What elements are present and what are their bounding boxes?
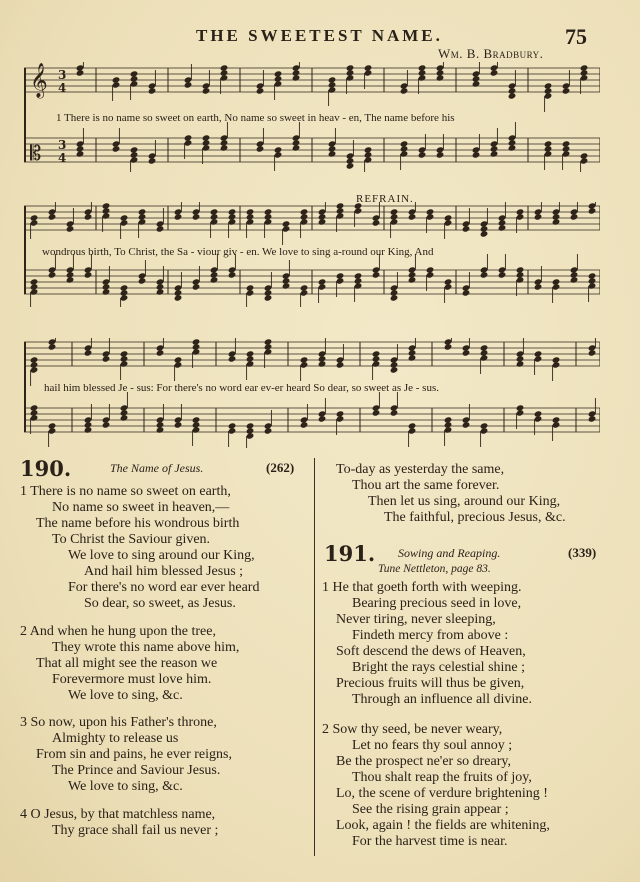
verse-line: That all might see the reason we [36, 656, 218, 671]
verse-line: Thou shalt reap the fruits of joy, [352, 770, 532, 785]
page-number: 75 [565, 24, 587, 49]
verse-line: 2 And when he hung upon the tree, [20, 624, 216, 639]
hymn-tune-title: THE SWEETEST NAME. [196, 26, 443, 45]
hymn-reference: (339) [568, 545, 597, 560]
verse-line: To Christ the Saviour given. [52, 532, 211, 547]
verse-line: Soft descend the dews of Heaven, [336, 644, 526, 659]
verse-line: We love to sing around our King, [68, 548, 255, 563]
verse-line: The name before his wondrous birth [36, 516, 240, 531]
verse-line: 1 He that goeth forth with weeping. [322, 580, 522, 595]
svg-text:3: 3 [58, 138, 67, 152]
verse-line: We love to sing, &c. [68, 688, 183, 703]
music-system-1 [24, 62, 600, 172]
svg-text:𝄡: 𝄡 [30, 141, 42, 165]
hymn-reference: (262) [266, 460, 295, 475]
verse-line: 1 There is no name so sweet on earth, [20, 484, 231, 499]
tune-reference: Tune Nettleton, page 83. [378, 563, 491, 575]
verse-line: Bright the rays celestial shine ; [352, 660, 526, 675]
verse-line: The faithful, precious Jesus, &c. [384, 510, 566, 525]
hymn-number: 191. [324, 541, 376, 566]
column-divider [314, 458, 315, 856]
verse-line: Forevermore must love him. [52, 672, 212, 687]
verse-line: Bearing precious seed in love, [352, 596, 522, 611]
verse-line: Never tiring, never sleeping, [336, 612, 496, 627]
verse-line: Findeth mercy from above : [352, 628, 509, 643]
music-system-3 [24, 338, 600, 448]
svg-text:4: 4 [58, 81, 67, 95]
verse-line: And hail him blessed Jesus ; [84, 564, 244, 579]
hymn-title: Sowing and Reaping. [398, 546, 501, 560]
verse-line: To-day as yesterday the same, [336, 462, 505, 477]
svg-text:4: 4 [58, 151, 67, 165]
verse-line: They wrote this name above him, [52, 640, 240, 655]
verse-line: Be the prospect ne'er so dreary, [336, 754, 511, 769]
verse-line: For there's no word ear ever heard [68, 580, 260, 595]
verse-line: Then let us sing, around our King, [368, 494, 561, 509]
verse-line: Through an influence all divine. [352, 692, 532, 707]
refrain-label: REFRAIN. [356, 193, 414, 205]
verse-line: 3 So now, upon his Father's throne, [20, 715, 217, 730]
verse-line: The Prince and Saviour Jesus. [52, 763, 221, 778]
composer-credit: Wm. B. Bradbury. [438, 46, 544, 61]
lyrics-line: 1 There is no name so sweet on earth, No name so sweet in heav - en, The name before his [56, 112, 455, 124]
verse-line: Let no fears thy soul annoy ; [352, 738, 513, 753]
verse-line: Thy grace shall fail us never ; [52, 823, 219, 838]
svg-text:𝄞: 𝄞 [30, 63, 48, 98]
verse-line: So dear, so sweet, as Jesus. [84, 596, 236, 611]
svg-text:3: 3 [58, 68, 67, 82]
verse-line: Almighty to release us [52, 731, 179, 746]
verse-line: See the rising grain appear ; [352, 802, 509, 817]
verse-line: For the harvest time is near. [352, 834, 508, 849]
hymn-title: The Name of Jesus. [110, 461, 204, 475]
verse-line: 4 O Jesus, by that matchless name, [20, 807, 216, 822]
lyrics-line: wondrous birth, To Christ, the Sa - viour giv - en. We love to sing a-round our King, And [42, 246, 434, 258]
lyrics-line: hail him blessed Je - sus: For there's no word ear ev-er heard So dear, so sweet as Je - sus. [44, 382, 439, 394]
verse-line: From sin and pains, he ever reigns, [36, 747, 232, 762]
verse-line: 2 Sow thy seed, be never weary, [322, 722, 503, 737]
verse-line: Precious fruits will thus be given, [336, 676, 525, 691]
verse-line: Look, again ! the fields are whitening, [336, 818, 550, 833]
verse-line: Thou art the same forever. [352, 478, 500, 493]
hymn-number: 190. [20, 456, 72, 481]
verse-line: We love to sing, &c. [68, 779, 183, 794]
music-system-2 [24, 202, 600, 307]
verse-line: No name so sweet in heaven,— [52, 500, 230, 515]
verse-line: Lo, the scene of verdure brightening ! [336, 786, 548, 801]
